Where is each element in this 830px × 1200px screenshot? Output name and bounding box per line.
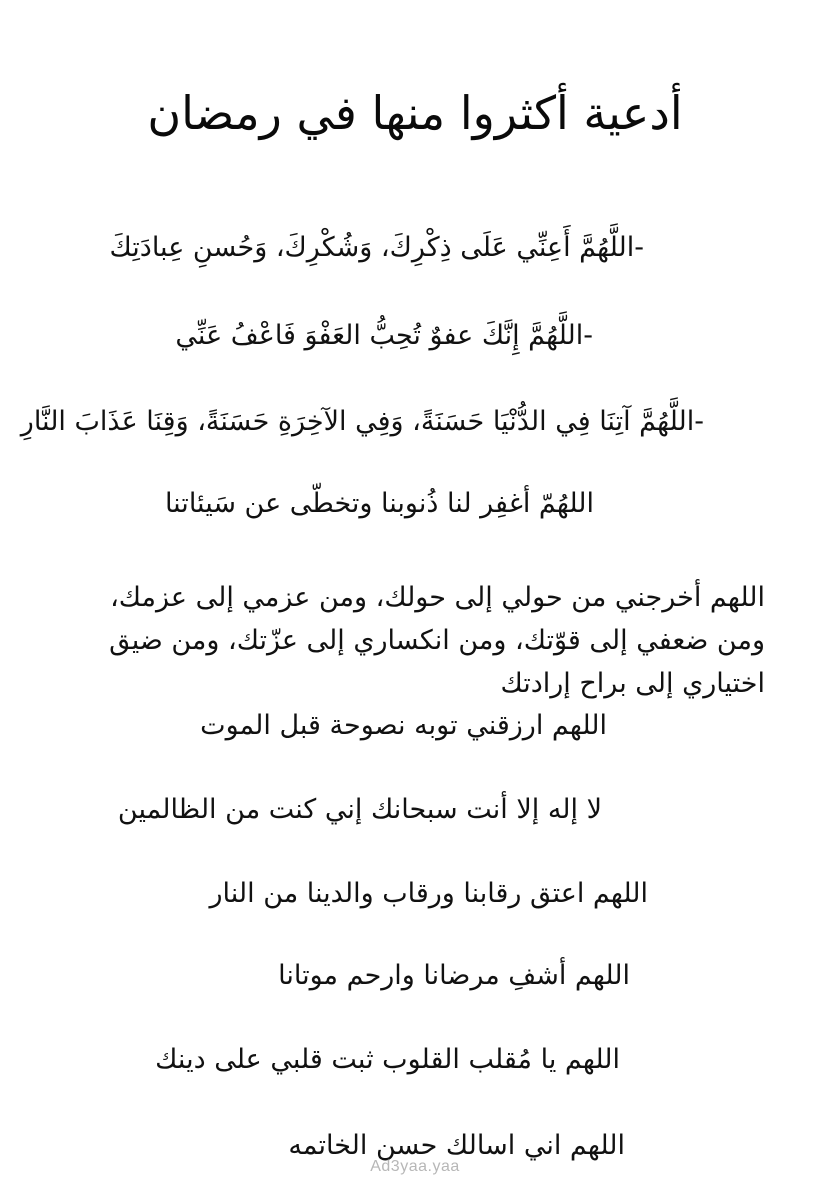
- dua-line: اللهُمّ أغفِر لنا ذُنوبنا وتخطّى عن سَيئاتنا: [164, 488, 594, 519]
- dua-line: -اللَّهُمَّ أَعِنِّي عَلَى ذِكْرِكَ، وَشُكْرِكَ، وَحُسنِ عِبادَتِكَ: [109, 232, 644, 263]
- dua-line: اللهم يا مُقلب القلوب ثبت قلبي على دينك: [155, 1044, 620, 1075]
- watermark: Ad3yaa.yaa: [370, 1158, 460, 1175]
- dua-line: -اللَّهُمَّ آتِنَا فِي الدُّنْيَا حَسَنَةً، وَفِي الآخِرَةِ حَسَنَةً، وَقِنَا عَذَابَ النَّارِ: [20, 406, 704, 437]
- dua-line: اللهم اعتق رقابنا ورقاب والدينا من النار: [209, 878, 648, 909]
- page-title: أدعية أكثروا منها في رمضان: [147, 86, 683, 140]
- dua-line: اللهم اني اسالك حسن الخاتمه: [288, 1130, 625, 1161]
- dua-line: اللهم أشفِ مرضانا وارحم موتانا: [278, 960, 630, 991]
- dua-line: لا إله إلا أنت سبحانك إني كنت من الظالمين: [117, 794, 602, 825]
- dua-line: -اللَّهُمَّ إِنَّكَ عفوٌ تُحِبُّ العَفْوَ فَاعْفُ عَنِّي: [175, 320, 593, 351]
- dua-paragraph: اللهم أخرجني من حولي إلى حولك، ومن عزمي إلى عزمك، ومن ضعفي إلى قوّتك، ومن انكساري إلى عزّتك، ومن ضيق اختياري إلى براح إرادتك: [109, 582, 765, 699]
- dua-line: اللهم ارزقني توبه نصوحة قبل الموت: [200, 710, 607, 741]
